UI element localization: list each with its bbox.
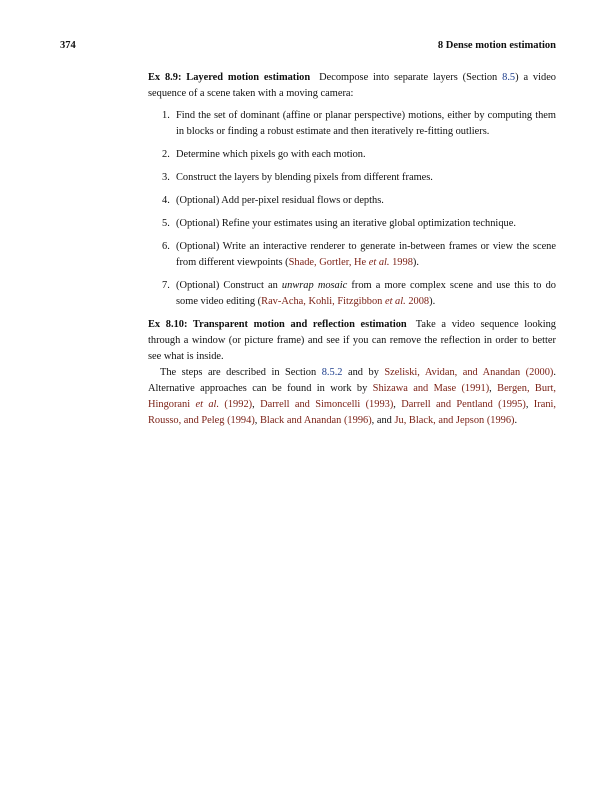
section-ref-link[interactable]: 8.5.2	[321, 367, 343, 378]
citation-link[interactable]: Darrell and Simoncelli (1993)	[260, 399, 394, 410]
list-item	[148, 239, 556, 271]
list-text: ).	[429, 296, 436, 307]
list-item	[148, 147, 556, 163]
section-ref-link[interactable]: 8.5	[502, 72, 516, 83]
list-text: Determine which pixels go with each motion.	[176, 149, 366, 160]
list-text: ).	[412, 257, 419, 268]
list-text: (Optional) Construct an	[176, 280, 282, 291]
exercise-text: Take a video sequence looking through a window (or picture frame) and see if you can remove the reflection in order to better see what is inside.	[148, 319, 556, 362]
exercise-8-10-body: The steps are described in Section 8.5.2 and by Szeliski, Avidan, and Anandan (2000). Alternative approaches can be found in work by Shizawa and Mase (1991), Bergen, Burt, Hingorani et al. (1992), Darrell and Simoncelli (1993), Darrell and Pentland (1995), Irani, Rousso, and Peleg (1994), Black and Anandan (1996), and Ju, Black, and Jepson (1996).	[148, 367, 557, 426]
exercise-8-9-title: Ex 8.9: Layered motion estimation	[148, 72, 311, 83]
list-item	[148, 216, 556, 232]
list-item	[148, 278, 556, 310]
list-number: 4.	[162, 195, 170, 206]
list-item	[148, 170, 556, 186]
citation-link[interactable]: Rav-Acha, Kohli, Fitzgibbon et al. 2008	[261, 296, 430, 307]
list-text: Construct the layers by blending pixels from different frames.	[176, 172, 433, 183]
citation-link[interactable]: Bergen, Burt, Hingorani et al. (1992)	[148, 383, 556, 410]
list-text: (Optional) Refine your estimates using an iterative global optimization technique.	[176, 218, 516, 229]
citation-link[interactable]: Shade, Gortler, He et al. 1998	[288, 257, 413, 268]
exercise-8-10-title: Ex 8.10: Transparent motion and reflection estimation	[148, 319, 407, 330]
page-number: 374	[60, 40, 76, 51]
citation-link[interactable]: Darrell and Pentland (1995)	[401, 399, 526, 410]
page-body	[148, 70, 556, 429]
citation-link[interactable]: Black and Anandan (1996)	[260, 415, 372, 426]
exercise-8-9-steps	[148, 108, 556, 310]
list-number: 3.	[162, 172, 170, 183]
exercise-8-10-intro	[148, 317, 556, 365]
list-text: from a more complex scene and use this to do some video editing (	[176, 280, 557, 307]
emphasis-text: unwrap mosaic	[281, 280, 348, 291]
citation-link[interactable]: Ju, Black, and Jepson (1996)	[394, 415, 515, 426]
list-number: 1.	[162, 110, 170, 121]
list-item	[148, 108, 556, 140]
list-number: 6.	[162, 241, 170, 252]
running-header	[60, 40, 556, 54]
exercise-text: Decompose into separate layers (Section	[319, 72, 503, 83]
list-number: 7.	[162, 280, 170, 291]
list-text: (Optional) Write an interactive renderer to generate in-between frames or view the scene from different viewpoints (	[176, 241, 556, 268]
citation-link[interactable]: Shizawa and Mase (1991)	[372, 383, 490, 394]
list-text: (Optional) Add per-pixel residual flows or depths.	[176, 195, 384, 206]
list-number: 5.	[162, 218, 170, 229]
citation-link[interactable]: Irani, Rousso, and Peleg (1994)	[148, 399, 557, 426]
exercise-8-9-intro	[148, 70, 556, 102]
list-number: 2.	[162, 149, 170, 160]
citation-link[interactable]: Szeliski, Avidan, and Anandan (2000)	[384, 367, 554, 378]
list-text: Find the set of dominant (affine or planar perspective) motions, either by computing them in blocks or finding a robust estimate and then iteratively re-fitting outliers.	[176, 110, 556, 137]
list-item	[148, 193, 556, 209]
chapter-title: 8 Dense motion estimation	[437, 40, 556, 51]
exercise-text: ) a video sequence of a scene taken with a moving camera:	[148, 72, 557, 99]
